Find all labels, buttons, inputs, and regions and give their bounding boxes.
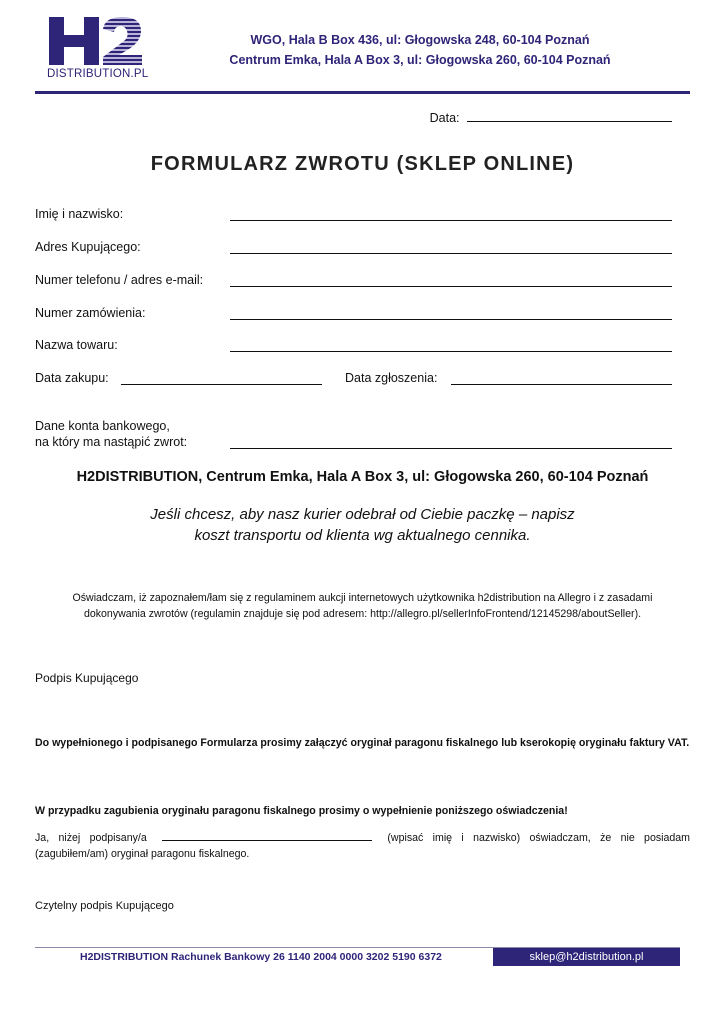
lost-receipt-name-line[interactable] xyxy=(162,830,372,841)
courier-note-line-2: koszt transportu od klienta wg aktualnego cennika. xyxy=(194,527,531,544)
lost-receipt-heading: W przypadku zagubienia oryginału paragonu fiskalnego prosimy o wypełnienie poniższego oświadczenia! xyxy=(35,805,568,817)
courier-note-line-1: Jeśli chcesz, aby nasz kurier odebrał od Ciebie paczkę – napisz xyxy=(150,506,575,523)
address-label: Adres Kupującego: xyxy=(35,240,141,254)
address-field-line[interactable] xyxy=(230,253,672,254)
lost-receipt-text-a: Ja, niżej podpisany/a xyxy=(35,832,147,844)
header-address-2: Centrum Emka, Hala A Box 3, ul: Głogowska 260, 60-104 Poznań xyxy=(229,53,611,67)
purchase-date-label: Data zakupu: xyxy=(35,371,109,385)
name-field-line[interactable] xyxy=(230,220,672,221)
date-field-line[interactable] xyxy=(467,110,672,122)
lost-receipt-statement xyxy=(35,830,690,862)
company-address: H2DISTRIBUTION, Centrum Emka, Hala A Box 3, ul: Głogowska 260, 60-104 Poznań xyxy=(76,469,649,485)
bank-account-field-line[interactable] xyxy=(230,448,672,449)
form-title: FORMULARZ ZWROTU (SKLEP ONLINE) xyxy=(150,153,575,175)
name-label: Imię i nazwisko: xyxy=(35,207,124,221)
buyer-signature-label: Podpis Kupującego xyxy=(35,671,139,685)
h2-logo-mark xyxy=(47,15,147,67)
attach-receipt-note: Do wypełnionego i podpisanego Formularza prosimy załączyć oryginał paragonu fiskalnego lub kserokopię oryginału faktury VAT. xyxy=(35,737,690,749)
phone-email-label: Numer telefonu / adres e-mail: xyxy=(35,273,204,287)
footer-bank-account: H2DISTRIBUTION Rachunek Bankowy 26 1140 2004 0000 3202 5190 6372 xyxy=(80,951,442,963)
product-name-label: Nazwa towaru: xyxy=(35,338,118,352)
report-date-label: Data zgłoszenia: xyxy=(345,371,438,385)
report-date-field-line[interactable] xyxy=(451,384,672,385)
date-row xyxy=(430,110,672,125)
company-logo xyxy=(47,15,147,83)
footer-email[interactable]: sklep@h2distribution.pl xyxy=(493,948,680,966)
header-divider xyxy=(35,91,690,94)
bank-account-label-1: Dane konta bankowego, xyxy=(35,419,170,433)
phone-email-field-line[interactable] xyxy=(230,286,672,287)
logo-subtitle: DISTRIBUTION.PL xyxy=(47,68,149,80)
purchase-date-field-line[interactable] xyxy=(121,384,322,385)
header-address-1: WGO, Hala B Box 436, ul: Głogowska 248, 60-104 Poznań xyxy=(250,33,590,47)
bank-account-label-2: na który ma nastąpić zwrot: xyxy=(35,435,188,449)
order-number-label: Numer zamówienia: xyxy=(35,306,146,320)
product-name-field-line[interactable] xyxy=(230,351,672,352)
readable-signature-label: Czytelny podpis Kupującego xyxy=(35,900,174,912)
declaration-line-2: dokonywania zwrotów (regulamin znajduje się pod adresem: http://allegro.pl/sellerInfoFrontend/12145298/aboutSeller). xyxy=(83,608,642,620)
date-label: Data: xyxy=(429,111,460,125)
lost-receipt-text-b: (wpisać imię i nazwisko) oświadczam, że nie posiadam (zagubiłem/am) oryginał paragonu fiskalnego. xyxy=(35,832,690,860)
declaration-line-1: Oświadczam, iż zapoznałem/łam się z regulaminem aukcji internetowych użytkownika h2distribution na Allegro i z zasadami xyxy=(72,592,653,604)
order-number-field-line[interactable] xyxy=(230,319,672,320)
